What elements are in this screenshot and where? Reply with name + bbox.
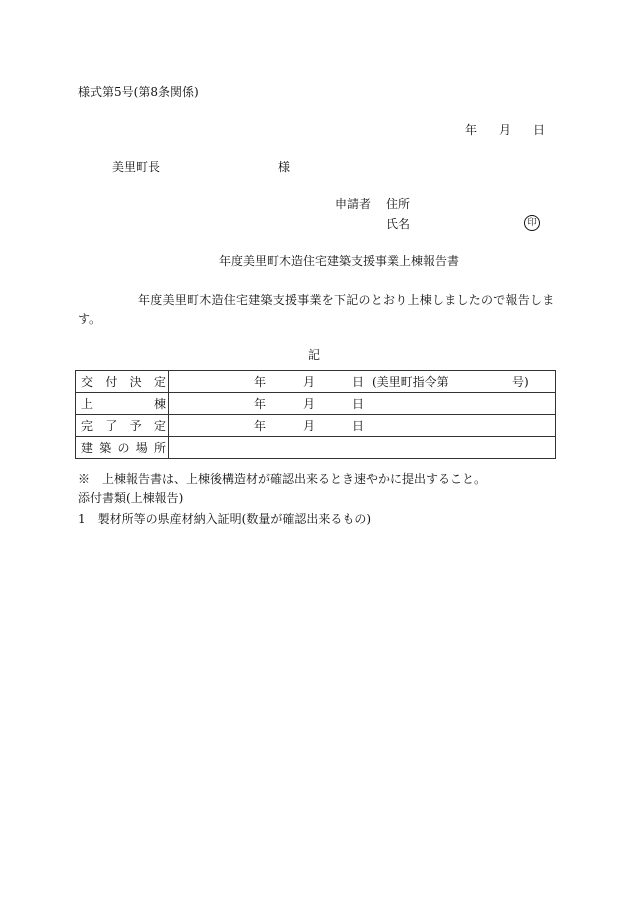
document-title: 年度美里町木造住宅建築支援事業上棟報告書 — [219, 254, 460, 268]
label-char: 了 — [105, 418, 118, 433]
seal-icon: 印 — [524, 215, 540, 231]
row-label-framing — [76, 393, 169, 415]
applicant-address-label: 住所 — [386, 197, 411, 211]
label-char: 場 — [135, 440, 148, 455]
table-row-location — [76, 437, 556, 459]
directive-number-prefix: (美里町指令第 — [372, 375, 449, 389]
label-char: 築 — [99, 440, 112, 455]
body-text-line-2: す。 — [78, 312, 102, 326]
month-label: 月 — [303, 397, 316, 411]
label-char: 定 — [153, 374, 166, 389]
day-label: 日 — [352, 419, 365, 433]
applicant-name-label: 氏名 — [386, 217, 411, 231]
label-char: 付 — [105, 374, 118, 389]
month-label: 月 — [303, 419, 316, 433]
label-char: 上 — [81, 396, 94, 411]
applicant-label: 申請者 — [335, 197, 372, 211]
directive-number-suffix: 号) — [512, 375, 529, 389]
label-char: 交 — [81, 374, 94, 389]
completion-date-value — [169, 415, 556, 437]
year-label: 年 — [254, 375, 267, 389]
table-row-completion — [76, 415, 556, 437]
day-label: 日 — [352, 397, 365, 411]
body-text-line-1: 年度美里町木造住宅建築支援事業を下記のとおり上棟しましたので報告しま — [138, 293, 555, 307]
location-value — [169, 437, 556, 459]
label-char: 完 — [81, 418, 94, 433]
year-label: 年 — [254, 397, 267, 411]
framing-date-value — [169, 393, 556, 415]
row-label-grant-decision — [76, 371, 169, 393]
addressee-honorific: 様 — [278, 160, 291, 174]
form-number: 様式第5号(第8条関係) — [78, 85, 199, 99]
attachment-item: 1 製材所等の県産材納入証明(数量が確認出来るもの) — [78, 512, 372, 526]
label-char: 建 — [81, 440, 94, 455]
report-table — [75, 370, 556, 459]
date-year-label: 年 — [465, 123, 478, 137]
label-char: 所 — [153, 440, 166, 455]
table-row-grant-decision — [76, 371, 556, 393]
row-label-completion — [76, 415, 169, 437]
submission-date — [465, 123, 545, 137]
label-char: 決 — [129, 374, 142, 389]
label-char: の — [117, 440, 130, 455]
addressee: 美里町長 — [112, 160, 161, 174]
label-char: 定 — [153, 418, 166, 433]
date-month-label: 月 — [499, 123, 512, 137]
ki-heading: 記 — [308, 348, 321, 362]
label-char: 棟 — [153, 396, 166, 411]
grant-decision-value — [169, 371, 556, 393]
date-day-label: 日 — [533, 123, 546, 137]
table-row-framing — [76, 393, 556, 415]
year-label: 年 — [254, 419, 267, 433]
day-label: 日 — [352, 375, 365, 389]
month-label: 月 — [303, 375, 316, 389]
label-char: 予 — [129, 418, 142, 433]
attachments-title: 添付書類(上棟報告) — [78, 491, 184, 505]
submission-note: ※ 上棟報告書は、上棟後構造材が確認出来るとき速やかに提出すること。 — [78, 472, 487, 486]
row-label-location — [76, 437, 169, 459]
